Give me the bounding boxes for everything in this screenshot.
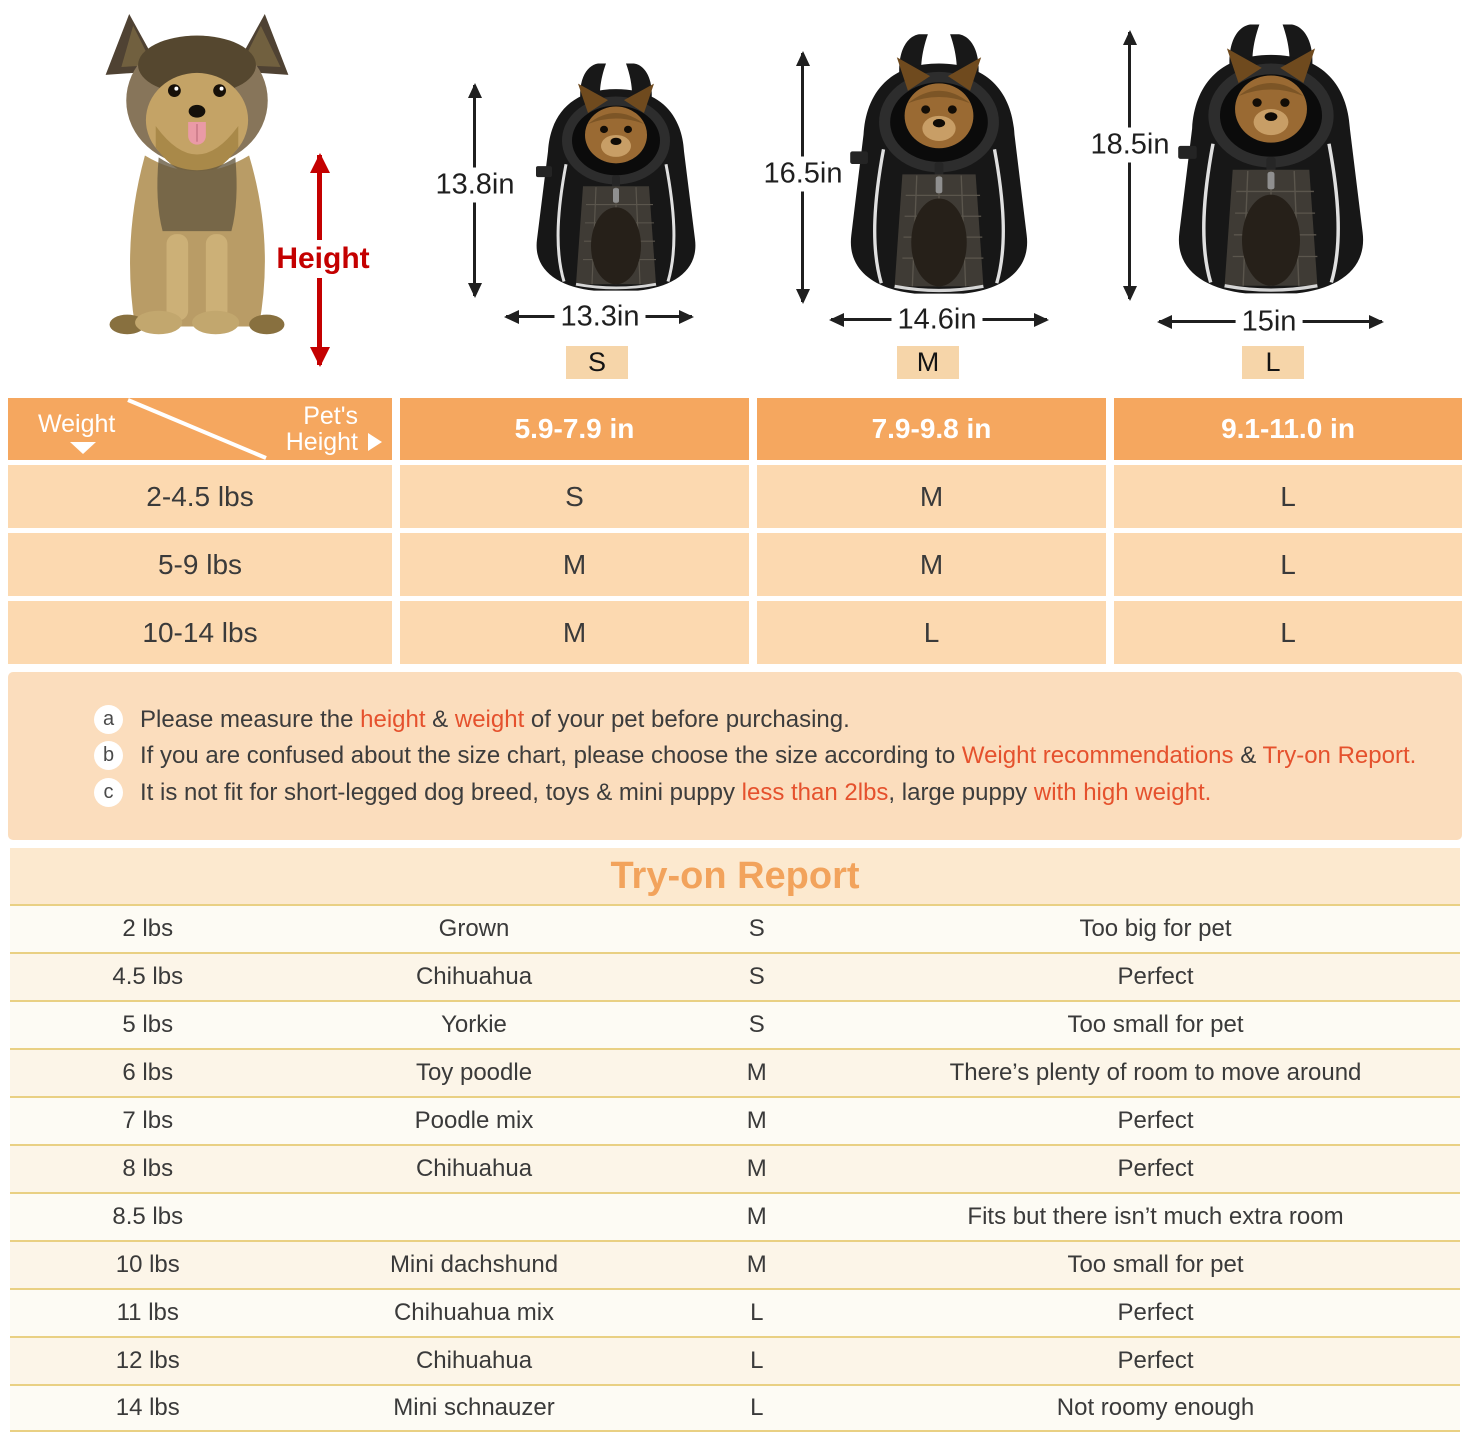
size-chart-col-header: 5.9-7.9 in bbox=[400, 398, 749, 460]
note-marker-b: b bbox=[94, 741, 123, 770]
pack-s-height-label: 13.8in bbox=[429, 168, 520, 203]
tryon-review-cell: Not roomy enough bbox=[1056, 1394, 1255, 1421]
size-chart-size-cell: M bbox=[400, 533, 749, 596]
size-badge-m: M bbox=[897, 346, 959, 379]
pack-l-height-label: 18.5in bbox=[1084, 128, 1175, 163]
tryon-row bbox=[10, 1336, 1460, 1384]
tryon-breed-cell: Chihuahua bbox=[415, 963, 533, 990]
tryon-weight-cell: 8 lbs bbox=[122, 1155, 174, 1182]
tryon-size-cell: M bbox=[746, 1251, 767, 1278]
tryon-review-cell: Too big for pet bbox=[1079, 915, 1232, 942]
tryon-size-cell: L bbox=[750, 1347, 764, 1374]
tryon-row bbox=[10, 1384, 1460, 1432]
tryon-row bbox=[10, 1144, 1460, 1192]
pack-l-height-arrow bbox=[1128, 32, 1131, 299]
tryon-size-cell: L bbox=[750, 1394, 764, 1421]
yorkie-dog-photo bbox=[84, 8, 310, 356]
size-chart-size-cell: L bbox=[1114, 533, 1462, 596]
tryon-review-cell: Too small for pet bbox=[1067, 1011, 1244, 1038]
tryon-size-cell: M bbox=[746, 1155, 767, 1182]
tryon-review-cell: Perfect bbox=[1117, 1155, 1194, 1182]
tryon-row bbox=[10, 904, 1460, 952]
tryon-section bbox=[10, 848, 1460, 1432]
note-text-b: If you are confused about the size chart, please choose the size according to Weight recommendations & Try-on Report. bbox=[140, 742, 1417, 770]
size-chart-weight-cell: 2-4.5 lbs bbox=[8, 465, 392, 528]
size-chart-size-cell: M bbox=[400, 601, 749, 664]
tryon-size-cell: M bbox=[746, 1059, 767, 1086]
tryon-header-band bbox=[10, 848, 1460, 904]
tryon-breed-cell: Grown bbox=[438, 915, 510, 942]
pack-m-width-label: 14.6in bbox=[891, 303, 982, 338]
tryon-review-cell: Fits but there isn’t much extra room bbox=[967, 1203, 1344, 1230]
tryon-row bbox=[10, 1096, 1460, 1144]
tryon-weight-cell: 12 lbs bbox=[115, 1347, 180, 1374]
tryon-breed-cell: Yorkie bbox=[441, 1011, 507, 1038]
down-triangle-icon bbox=[70, 442, 96, 454]
tryon-weight-cell: 8.5 lbs bbox=[112, 1203, 184, 1230]
backpack-s-illustration bbox=[516, 58, 716, 298]
note-marker-c: c bbox=[94, 778, 123, 807]
tryon-breed-cell: Chihuahua mix bbox=[393, 1299, 555, 1326]
tryon-row bbox=[10, 1000, 1460, 1048]
tryon-review-cell: There’s plenty of room to move around bbox=[949, 1059, 1362, 1086]
tryon-weight-cell: 7 lbs bbox=[122, 1107, 174, 1134]
size-chart-size-cell: M bbox=[757, 533, 1106, 596]
size-chart-size-cell: L bbox=[1114, 465, 1462, 528]
tryon-review-cell: Perfect bbox=[1117, 1299, 1194, 1326]
tryon-weight-cell: 14 lbs bbox=[115, 1394, 180, 1421]
tryon-row bbox=[10, 1192, 1460, 1240]
size-chart-table bbox=[8, 398, 1462, 664]
note-row-a bbox=[8, 705, 1462, 734]
tryon-row bbox=[10, 1048, 1460, 1096]
size-chart-weight-cell: 10-14 lbs bbox=[8, 601, 392, 664]
weight-axis-label: Weight bbox=[38, 410, 116, 438]
tryon-row bbox=[10, 1288, 1460, 1336]
size-chart-weight-cell: 5-9 lbs bbox=[8, 533, 392, 596]
tryon-breed-cell: Toy poodle bbox=[415, 1059, 533, 1086]
tryon-size-cell: S bbox=[748, 915, 765, 942]
tryon-breed-cell: Poodle mix bbox=[414, 1107, 534, 1134]
size-chart-corner bbox=[8, 398, 392, 460]
pack-l-width-label: 15in bbox=[1236, 305, 1303, 340]
pack-s-width-label: 13.3in bbox=[554, 300, 645, 335]
tryon-weight-cell: 11 lbs bbox=[116, 1299, 179, 1326]
tryon-weight-cell: 4.5 lbs bbox=[112, 963, 184, 990]
pets-height-axis-label: Pet's Height bbox=[285, 402, 358, 457]
size-chart-size-cell: L bbox=[1114, 601, 1462, 664]
hero-section bbox=[0, 0, 1470, 398]
size-chart-size-cell: S bbox=[400, 465, 749, 528]
tryon-review-cell: Too small for pet bbox=[1067, 1251, 1244, 1278]
tryon-row bbox=[10, 952, 1460, 1000]
size-chart-col-header: 7.9-9.8 in bbox=[757, 398, 1106, 460]
tryon-size-cell: L bbox=[750, 1299, 764, 1326]
size-chart-size-cell: L bbox=[757, 601, 1106, 664]
tryon-weight-cell: 6 lbs bbox=[122, 1059, 174, 1086]
size-badge-l: L bbox=[1242, 346, 1304, 379]
tryon-size-cell: S bbox=[748, 1011, 765, 1038]
height-label: Height bbox=[269, 240, 376, 278]
size-badge-s: S bbox=[566, 346, 628, 379]
tryon-weight-cell: 10 lbs bbox=[115, 1251, 180, 1278]
tryon-weight-cell: 5 lbs bbox=[122, 1011, 174, 1038]
backpack-l-illustration bbox=[1155, 18, 1387, 302]
tryon-row bbox=[10, 1240, 1460, 1288]
tryon-title: Try-on Report bbox=[610, 854, 860, 897]
notes-panel bbox=[8, 672, 1462, 840]
tryon-breed-cell: Chihuahua bbox=[415, 1347, 533, 1374]
note-row-b bbox=[8, 741, 1462, 770]
right-triangle-icon bbox=[368, 433, 382, 451]
tryon-review-cell: Perfect bbox=[1117, 1107, 1194, 1134]
tryon-breed-cell: Mini dachshund bbox=[389, 1251, 559, 1278]
tryon-size-cell: M bbox=[746, 1107, 767, 1134]
tryon-review-cell: Perfect bbox=[1117, 963, 1194, 990]
note-marker-a: a bbox=[94, 705, 123, 734]
size-chart-size-cell: M bbox=[757, 465, 1106, 528]
tryon-size-cell: M bbox=[746, 1203, 767, 1230]
backpack-m-illustration bbox=[828, 28, 1050, 302]
tryon-breed-cell: Mini schnauzer bbox=[393, 1394, 555, 1421]
size-chart-col-header: 9.1-11.0 in bbox=[1114, 398, 1462, 460]
tryon-weight-cell: 2 lbs bbox=[122, 915, 174, 942]
note-text-c: It is not fit for short-legged dog breed, toys & mini puppy less than 2lbs, large puppy with high weight. bbox=[140, 778, 1212, 806]
tryon-review-cell: Perfect bbox=[1117, 1347, 1194, 1374]
tryon-size-cell: S bbox=[748, 963, 765, 990]
note-text-a: Please measure the height & weight of your pet before purchasing. bbox=[140, 706, 850, 734]
tryon-breed-cell: Chihuahua bbox=[415, 1155, 533, 1182]
note-row-c bbox=[8, 778, 1462, 807]
pack-m-height-label: 16.5in bbox=[757, 157, 848, 192]
